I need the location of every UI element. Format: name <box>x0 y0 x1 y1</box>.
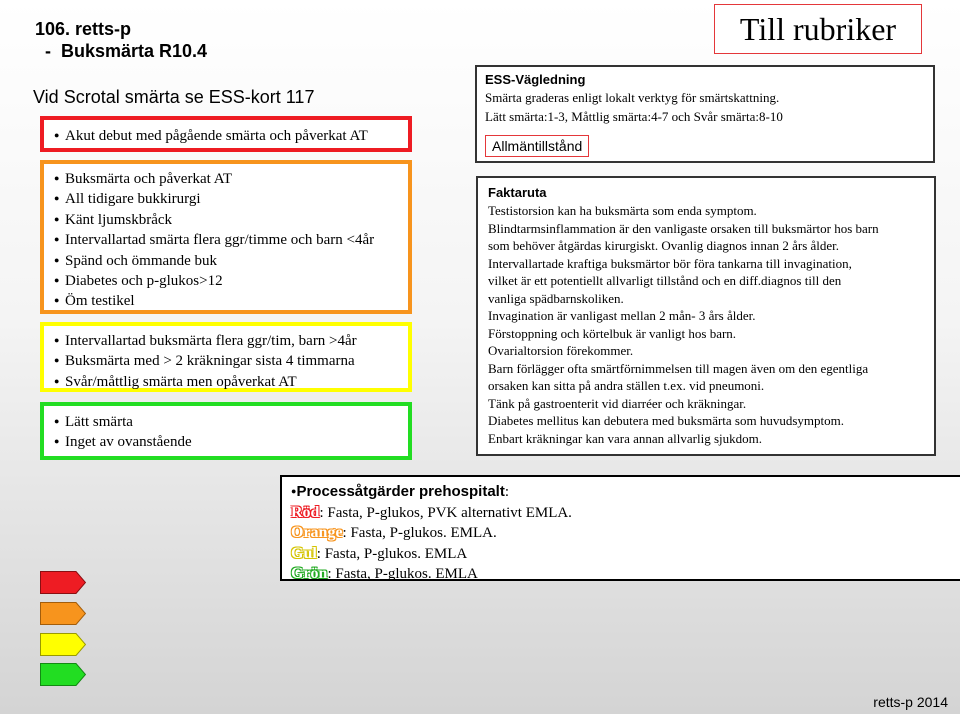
triage-box-yellow <box>40 322 412 392</box>
process-text: : Fasta, P-glukos. EMLA <box>327 566 478 582</box>
allmantillstand-button[interactable]: Allmäntillstånd <box>485 135 589 157</box>
fact-heading: Faktaruta <box>488 185 547 200</box>
triage-box-red <box>40 116 412 152</box>
bullet-icon: ● <box>291 486 297 496</box>
triage-item: ● Inget av ovanstående <box>54 432 408 452</box>
process-label-green: Grön <box>291 565 328 582</box>
triage-item: ● Akut debut med pågående smärta och påverkat AT <box>54 126 408 146</box>
fact-line: Enbart kräkningar kan vara annan allvarlig sjukdom. <box>488 430 762 446</box>
triage-item: ● Diabetes och p-glukos>12 <box>54 271 408 291</box>
page-title <box>35 18 207 62</box>
fact-line: Diabetes mellitus kan debutera med buksmärta som huvudsymptom. <box>488 413 844 428</box>
fact-line: Intervallartade kraftiga buksmärtor bör föra tankarna till invagination, <box>488 255 852 271</box>
ess-line: Smärta graderas enligt lokalt verktyg för smärtskattning. <box>485 90 780 105</box>
triage-item: ● Svår/måttlig smärta men opåverkat AT <box>54 372 408 392</box>
fact-line: Barn förlägger ofta smärtförnimmelsen till magen även om den egentliga <box>488 360 869 376</box>
triage-item: ● All tidigare bukkirurgi <box>54 189 408 209</box>
arrow-right-icon-yellow <box>40 633 86 656</box>
title-line-2: - Buksmärta R10.4 <box>35 41 208 61</box>
fact-line: vilket är ett potentiellt allvarligt tillstånd och en diff.diagnos till den <box>488 273 842 288</box>
triage-box-green <box>40 402 412 460</box>
fact-line: Invagination är vanligast mellan 2 mån- 3 års ålder. <box>488 308 756 323</box>
triage-item: ● Lätt smärta <box>54 412 408 432</box>
triage-item: ● Buksmärta med > 2 kräkningar sista 4 timmarna <box>54 351 408 371</box>
fact-line: Blindtarmsinflammation är den vanligaste orsaken till buksmärtor hos barn <box>488 220 879 236</box>
process-text: : Fasta, P-glukos, PVK alternativt EMLA. <box>319 504 572 521</box>
process-heading-suffix: : <box>504 484 510 500</box>
triage-item: ● Intervallartad buksmärta flera ggr/tim, barn >4år <box>54 331 408 351</box>
arrow-right-icon-orange <box>40 602 86 625</box>
process-heading: Processåtgärder prehospitalt <box>296 483 505 500</box>
fact-line: Förstoppning och körtelbuk är vanligt hos barn. <box>488 325 737 341</box>
process-text: : Fasta, P-glukos. EMLA <box>316 545 468 562</box>
triage-item: ● Öm testikel <box>54 291 408 311</box>
triage-item: ● Känt ljumskbråck <box>54 210 408 230</box>
fact-line: Ovarialtorsion förekommer. <box>488 343 634 358</box>
fact-line: Testistorsion kan ha buksmärta som enda symptom. <box>488 203 757 218</box>
triage-item: ● Buksmärta och påverkat AT <box>54 169 408 189</box>
process-label-red: Röd <box>291 503 320 521</box>
fact-line: orsaken kan sitta på andra ställen t.ex. vid pneumoni. <box>488 378 765 393</box>
process-text: : Fasta, P-glukos. EMLA. <box>342 525 497 541</box>
fact-line: som behöver åtgärdas kirurgiskt. Ovanlig diagnos innan 2 års ålder. <box>488 238 840 253</box>
fact-box <box>476 176 936 456</box>
page-subtitle: Vid Scrotal smärta se ESS-kort 117 <box>33 87 315 107</box>
fact-line: vanliga spädbarnskoliken. <box>488 290 624 306</box>
process-actions-box <box>280 475 960 581</box>
ess-guidance-box <box>475 65 935 163</box>
footer-text: retts-p 2014 <box>873 694 948 710</box>
title-line-1: 106. retts-p <box>35 19 132 39</box>
triage-box-orange <box>40 160 412 314</box>
ess-line: Lätt smärta:1-3, Måttlig smärta:4-7 och Svår smärta:8-10 <box>485 109 783 124</box>
triage-item: ● Intervallartad smärta flera ggr/timme och barn <4år <box>54 230 408 250</box>
arrow-right-icon-green <box>40 663 86 686</box>
ess-heading: ESS-Vägledning <box>485 72 586 87</box>
process-label-orange: Orange <box>291 524 343 541</box>
triage-item: ● Spänd och ömmande buk <box>54 251 408 271</box>
process-label-yellow: Gul <box>291 544 317 562</box>
fact-line: Tänk på gastroenterit vid diarréer och kräkningar. <box>488 395 747 411</box>
till-rubriker-button[interactable]: Till rubriker <box>714 4 922 54</box>
arrow-right-icon-red <box>40 571 86 594</box>
